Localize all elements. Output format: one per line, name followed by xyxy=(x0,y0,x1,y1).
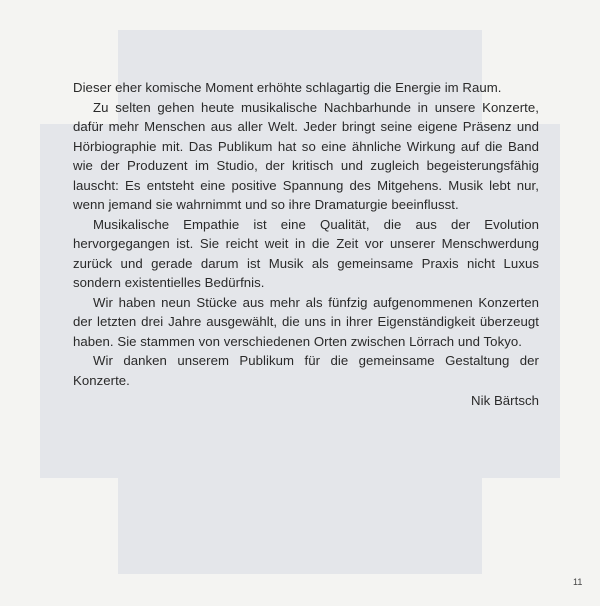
paragraph-1: Dieser eher komische Moment erhöhte schlagartig die Energie im Raum. xyxy=(73,80,502,95)
paragraph-4: Wir haben neun Stücke aus mehr als fünfzig aufgenommenen Konzerten der letzten drei Jahre ausgewählt, die uns in ihrer Eigenständigkeit überzeugt haben. Sie stammen von verschiedenen Orten zwischen Lörrach und Tokyo. xyxy=(73,294,539,349)
author-signature: Nik Bärtsch xyxy=(471,393,539,408)
paragraph-3: Musikalische Empathie ist eine Qualität, die aus der Evolution hervorgegangen ist. Sie reicht weit in die Zeit vor unserer Menschwerdung zurück und gerade darum ist Musik als gemeinsame Praxis nicht Luxus sondern existentielles Bedürfnis. xyxy=(73,216,539,290)
paragraph-5: Wir danken unserem Publikum für die gemeinsame Gestaltung der Konzerte. xyxy=(73,353,539,388)
liner-notes-text xyxy=(73,78,539,411)
page-number: 11 xyxy=(573,577,583,587)
paragraph-2: Zu selten gehen heute musikalische Nachbarhunde in unsere Konzerte, dafür mehr Menschen aus aller Welt. Jeder bringt seine eigene Präsenz und Hörbiographie mit. Das Publikum hat so eine ähnliche Wirkung auf die Band wie der Produzent im Studio, der kritisch und zugleich begeisterungsfähig lauscht: Es entsteht eine positive Spannung des Mitgehens. Musik lebt nur, wenn jemand sie wahrnimmt und so ihre Dramaturgie beeinflusst. xyxy=(73,99,539,212)
background-panel-bottom xyxy=(118,478,482,574)
